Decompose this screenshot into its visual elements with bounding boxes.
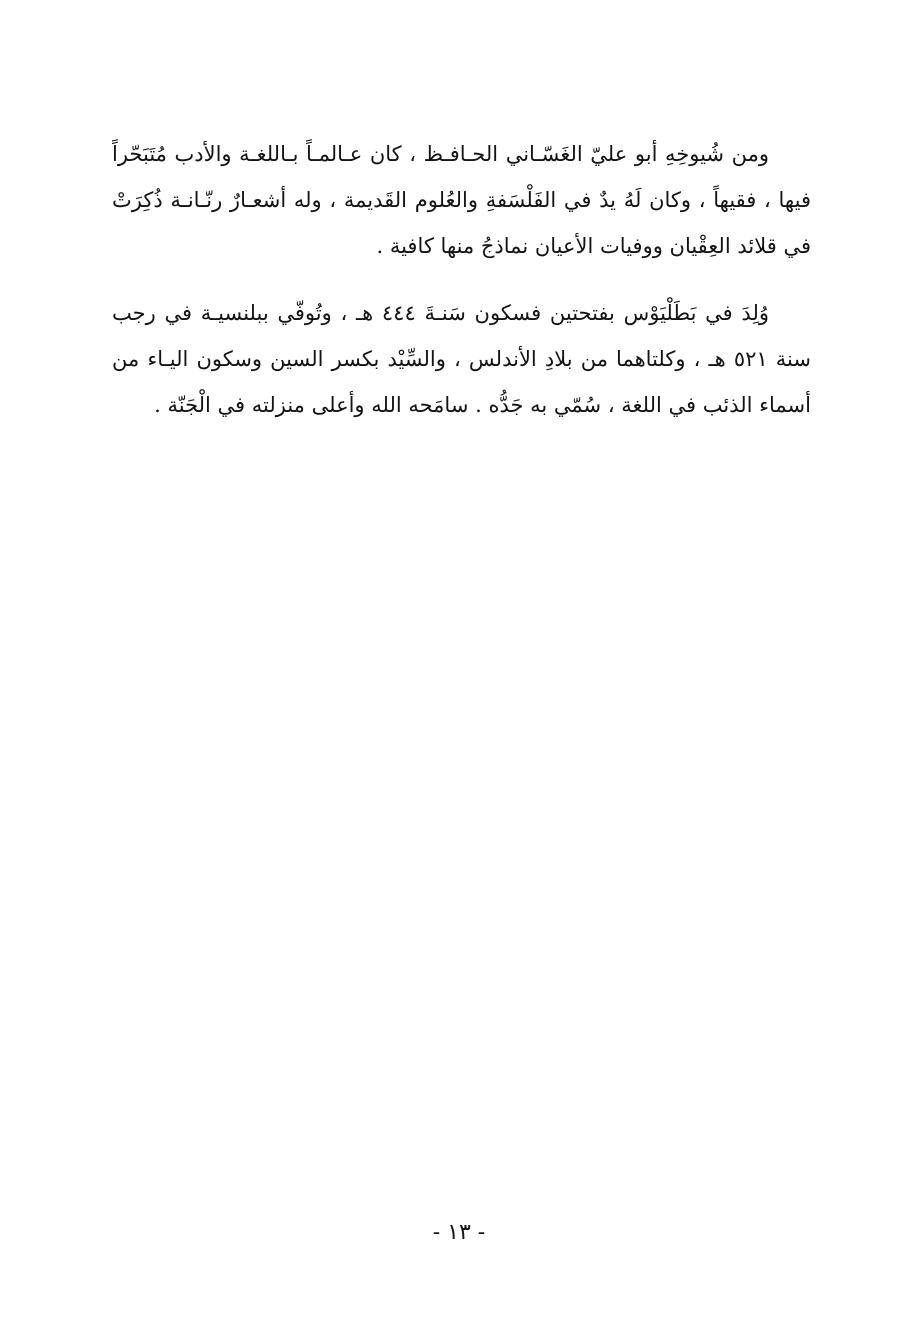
paragraph-line: سنة ٥٢١ هـ ، وكلتاهما من بلادِ الأندلس ، والسِّيْد بكسر السين وسكون اليـاء من — [112, 347, 811, 371]
paragraph-line: وُلِدَ في بَطَلْيَوْس بفتحتين فسكون سَنـةَ ٤٤٤ هـ ، وتُوفّي ببلنسيـة في رجب — [112, 301, 769, 325]
paragraph-birth-death — [112, 290, 811, 428]
paragraph-line: فيها ، فقيهاً ، وكان لَهُ يدٌ في الفَلْسَفةِ والعُلوم القَديمة ، وله أشعـارٌ رنّـانـة ذُكِرَتْ — [112, 188, 811, 212]
paragraph-line: أسماء الذئب في اللغة ، سُمّي به جَدُّه . سامَحه الله وأعلى منزلته في الْجَنّة . — [154, 393, 811, 417]
paragraph-line: ومن شُيوخِهِ أبو عليّ الغَسّـاني الحـافـظ ، كان عـالمـاً بـاللغـة والأدب مُتَبَحّراً — [112, 142, 769, 166]
paragraph-teachers — [112, 131, 811, 269]
page-number: - ١٣ - — [432, 1220, 486, 1245]
paragraph-line: في قلائد العِقْيان ووفيات الأعيان نماذجُ منها كافية . — [376, 234, 811, 258]
